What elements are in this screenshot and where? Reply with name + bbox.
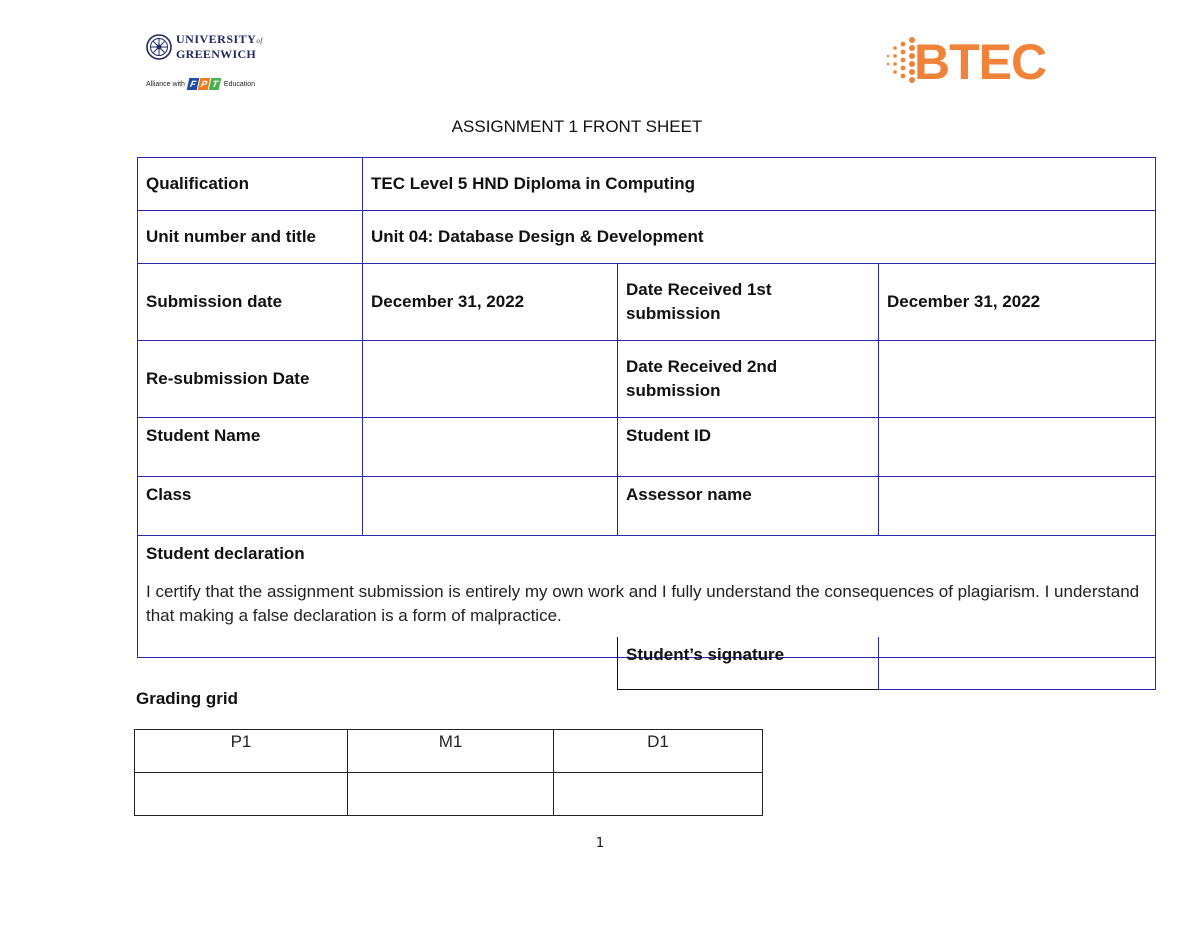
grading-grid-table [134,729,763,816]
assessor-name-value[interactable] [879,477,1156,536]
student-id-value[interactable] [879,418,1156,477]
unit-label: Unit number and title [138,211,363,264]
grading-grid-value-row [135,773,763,816]
greenwich-logo-line2: GREENWICH [176,47,257,61]
student-row [138,418,1156,477]
assessor-name-label: Assessor name [618,477,879,536]
signature-row [618,637,1156,689]
alliance-prefix: Alliance with [146,80,185,88]
student-name-label: Student Name [138,418,363,477]
declaration-text: I certify that the assignment submission is entirely my own work and I fully understand the consequences of plagiarism. I understand that making a false declaration is a form of malpractice. [146,582,1140,625]
unit-value: Unit 04: Database Design & Development [363,211,1156,264]
btec-logo [882,32,1066,92]
btec-dots-icon [882,35,918,89]
grade-value-p1[interactable] [135,773,348,816]
submission-row [138,264,1156,341]
grading-grid-title: Grading grid [136,689,238,708]
class-row [138,477,1156,536]
unit-row [138,211,1156,264]
resubmission-date-label: Re-submission Date [138,341,363,418]
signature-value[interactable] [879,637,1156,689]
date-received-2nd-label: Date Received 2nd submission [618,341,879,418]
page-number: 1 [595,836,605,851]
grading-grid-header-row [135,730,763,773]
class-value[interactable] [363,477,618,536]
btec-logo-text: BTEC [914,34,1047,90]
resubmission-date-value[interactable] [363,341,618,418]
grade-header-d1: D1 [554,730,763,773]
qualification-row [138,158,1156,211]
signature-table [617,637,1156,690]
grade-value-d1[interactable] [554,773,763,816]
alliance-suffix: Education [223,80,256,88]
grade-header-m1: M1 [348,730,554,773]
student-name-value[interactable] [363,418,618,477]
declaration-heading: Student declaration [146,544,305,563]
fpt-logo: F P T [188,78,221,90]
page-title: ASSIGNMENT 1 FRONT SHEET [451,117,703,136]
greenwich-seal-icon [146,34,172,60]
front-sheet-table [137,157,1156,658]
student-id-label: Student ID [618,418,879,477]
qualification-label: Qualification [138,158,363,211]
alliance-with-fpt [146,78,276,90]
submission-date-label: Submission date [138,264,363,341]
university-of-greenwich-logo [146,33,276,95]
signature-label: Student’s signature [618,637,879,689]
date-received-1st-label: Date Received 1st submission [618,264,879,341]
greenwich-logo-line1: UNIVERSITYof [176,32,263,46]
submission-date-value: December 31, 2022 [363,264,618,341]
grade-value-m1[interactable] [348,773,554,816]
date-received-1st-value: December 31, 2022 [879,264,1156,341]
date-received-2nd-value[interactable] [879,341,1156,418]
qualification-value: TEC Level 5 HND Diploma in Computing [363,158,1156,211]
grade-header-p1: P1 [135,730,348,773]
resubmission-row [138,341,1156,418]
class-label: Class [138,477,363,536]
